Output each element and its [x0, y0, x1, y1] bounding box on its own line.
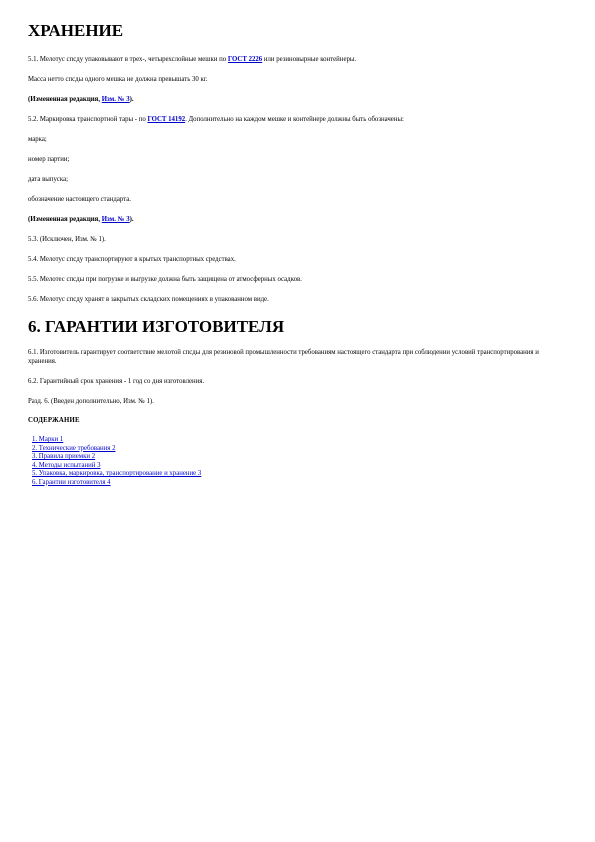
text: (Измененная редакция,: [28, 95, 102, 103]
para-date: дата выпуска;: [28, 175, 69, 183]
text: 5.1. Мелотус спсду упаковывают в трех-, четырехслойные мешки по: [28, 55, 228, 63]
toc-link-5[interactable]: 5. Упаковка, маркировка, транспортирование и хранение 3: [32, 470, 202, 478]
text: . Дополнительно на каждом мешке и контейнере должны быть обозначены:: [185, 115, 404, 123]
text: (Измененная редакция,: [28, 215, 102, 223]
para-6-2: 6.2. Гарантийный срок хранения - 1 год со дня изготовления.: [28, 378, 205, 386]
text: или резиновырные контейнеры.: [262, 55, 357, 63]
para-5-1-mass: Масса нетто спсды одного мешка не должна превышать 30 кг.: [28, 75, 208, 83]
toc-link-3[interactable]: 3. Правила приемки 2: [32, 453, 96, 461]
para-5-6: 5.6. Мелотус спсду хранят в закрытых складских помещениях в упакованном виде.: [28, 295, 269, 303]
para-5-1: [28, 55, 569, 64]
toc-link-6[interactable]: 6. Гарантии изготовителя 4: [32, 478, 111, 486]
toc-list: [28, 436, 569, 487]
para-batch: номер партии;: [28, 155, 70, 163]
toc-item: [32, 479, 569, 488]
para-standard: обозначение настоящего стандарта.: [28, 195, 131, 203]
toc-item: [32, 470, 569, 479]
toc-title: СОДЕРЖАНИЕ: [28, 417, 80, 425]
link-gost-14192[interactable]: ГОСТ 14192: [147, 115, 186, 123]
para-mark: марка;: [28, 135, 47, 143]
toc-item: [32, 436, 569, 445]
link-amendment-3b[interactable]: Изм. № 3: [101, 215, 130, 223]
para-5-2: [28, 115, 569, 124]
toc-link-4[interactable]: 4. Методы испытаний 3: [32, 461, 101, 469]
para-amendment-2: [28, 215, 569, 224]
text: ).: [129, 95, 134, 103]
para-amendment-1: [28, 95, 569, 104]
link-amendment-3[interactable]: Изм. № 3: [101, 95, 130, 103]
toc-item: [32, 445, 569, 454]
text: 5.2. Маркировка транспортной тары - по: [28, 115, 148, 123]
toc-item: [32, 462, 569, 471]
para-6-1: 6.1. Изготовитель гарантирует соответствие мелотой спсды для резиновой промышленности требованиям настоящего стандарта при соблюдении условий транспортирования и хранения.: [28, 349, 539, 366]
section-6-title: 6. ГАРАНТИИ ИЗГОТОВИТЕЛЯ: [28, 316, 285, 336]
section-5-title: ХРАНЕНИЕ: [28, 21, 124, 40]
para-5-4: 5.4. Мелотус спсду транспортируют в крытых транспортных средствах.: [28, 255, 236, 263]
para-5-5: 5.5. Мелотес спсды при погрузке и выгрузке должна быть защищена от атмосферных осадков.: [28, 275, 302, 283]
text: ).: [129, 215, 134, 223]
para-5-3: 5.3. (Исключен, Изм. № 1).: [28, 235, 106, 243]
toc-link-2[interactable]: 2. Технические требования 2: [32, 444, 116, 452]
para-section-6-note: Разд. 6. (Введен дополнительно, Изм. № 1).: [28, 398, 154, 406]
toc-link-1[interactable]: 1. Марки 1: [32, 436, 64, 444]
toc-item: [32, 453, 569, 462]
link-gost-2226[interactable]: ГОСТ 2226: [227, 55, 263, 63]
